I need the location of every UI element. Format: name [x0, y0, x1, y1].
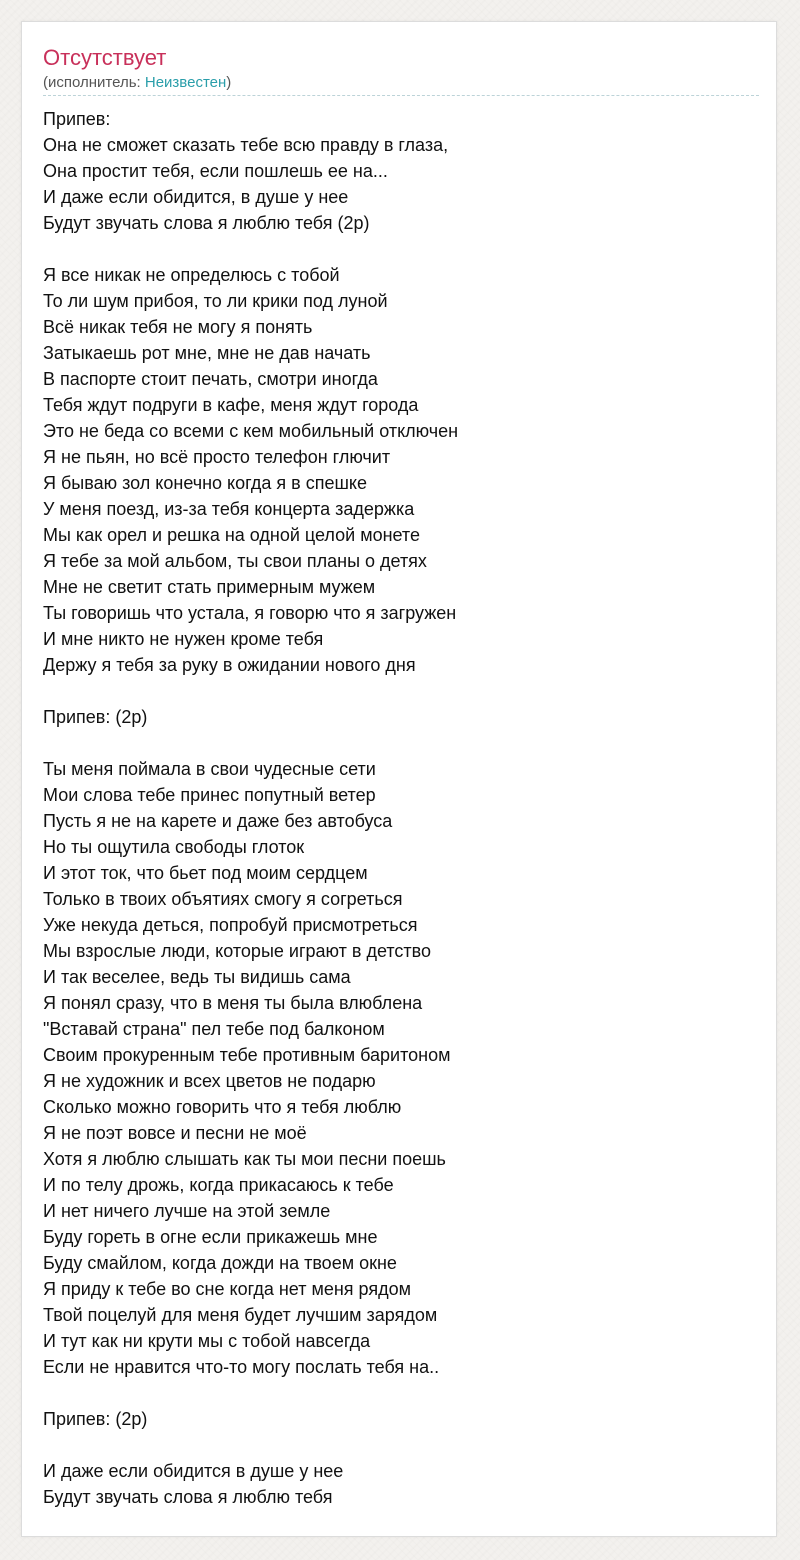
- lyric-line: Мы как орел и решка на одной целой монете: [43, 525, 420, 545]
- lyric-line: "Вставай страна" пел тебе под балконом: [43, 1019, 385, 1039]
- lyric-line: Буду гореть в огне если прикажешь мне: [43, 1227, 378, 1247]
- stanza-break: [43, 678, 759, 704]
- song-header: [43, 44, 759, 96]
- artist-prefix: (исполнитель:: [43, 74, 145, 91]
- stanza-break: [43, 1432, 759, 1458]
- lyric-line: И мне никто не нужен кроме тебя: [43, 629, 324, 649]
- lyric-line: Уже некуда деться, попробуй присмотреться: [43, 915, 418, 935]
- lyric-line: Припев: (2р): [43, 707, 148, 727]
- lyric-line: Буду смайлом, когда дожди на твоем окне: [43, 1253, 397, 1273]
- stanza-break: [43, 730, 759, 756]
- lyric-line: Пусть я не на карете и даже без автобуса: [43, 811, 393, 831]
- lyric-line: Сколько можно говорить что я тебя люблю: [43, 1097, 402, 1117]
- lyrics-body: [43, 106, 759, 1510]
- lyric-line: Будут звучать слова я люблю тебя (2р): [43, 213, 370, 233]
- lyric-line: И этот ток, что бьет под моим сердцем: [43, 863, 368, 883]
- lyric-line: Я приду к тебе во сне когда нет меня рядом: [43, 1279, 411, 1299]
- lyric-line: Ты говоришь что устала, я говорю что я загружен: [43, 603, 457, 623]
- lyric-line: Она простит тебя, если пошлешь ее на...: [43, 161, 388, 181]
- lyric-line: Твой поцелуй для меня будет лучшим зарядом: [43, 1305, 438, 1325]
- lyric-line: И тут как ни крути мы с тобой навсегда: [43, 1331, 371, 1351]
- lyric-line: Мне не светит стать примерным мужем: [43, 577, 376, 597]
- lyric-line: Припев: (2р): [43, 1409, 148, 1429]
- artist-line: [43, 73, 759, 96]
- lyric-line: Я бываю зол конечно когда я в спешке: [43, 473, 368, 493]
- song-title: Отсутствует: [43, 45, 167, 70]
- lyric-line: Своим прокуренным тебе противным баритоном: [43, 1045, 451, 1065]
- lyric-line: Ты меня поймала в свои чудесные сети: [43, 759, 376, 779]
- lyric-line: Всё никак тебя не могу я понять: [43, 317, 313, 337]
- artist-link[interactable]: Неизвестен: [144, 74, 227, 91]
- lyric-line: Она не сможет сказать тебе всю правду в глаза,: [43, 135, 449, 155]
- lyric-line: И так веселее, ведь ты видишь сама: [43, 967, 351, 987]
- lyric-line: Я не поэт вовсе и песни не моё: [43, 1123, 307, 1143]
- lyric-line: У меня поезд, из-за тебя концерта задержка: [43, 499, 415, 519]
- lyric-line: Мы взрослые люди, которые играют в детство: [43, 941, 432, 961]
- lyric-line: Припев:: [43, 109, 111, 129]
- lyric-line: Только в твоих объятиях смогу я согреться: [43, 889, 403, 909]
- lyric-line: Это не беда со всеми с кем мобильный отключен: [43, 421, 459, 441]
- lyric-line: Я понял сразу, что в меня ты была влюблена: [43, 993, 423, 1013]
- lyric-line: Я не пьян, но всё просто телефон глючит: [43, 447, 391, 467]
- lyric-line: Но ты ощутила свободы глоток: [43, 837, 305, 857]
- lyric-line: Хотя я люблю слышать как ты мои песни поешь: [43, 1149, 446, 1169]
- lyric-line: Будут звучать слова я люблю тебя: [43, 1487, 333, 1507]
- lyric-line: Я все никак не определюсь с тобой: [43, 265, 340, 285]
- artist-suffix: ): [226, 74, 232, 91]
- lyric-line: И по телу дрожь, когда прикасаюсь к тебе: [43, 1175, 394, 1195]
- lyric-line: Я не художник и всех цветов не подарю: [43, 1071, 376, 1091]
- lyrics-card: [21, 21, 777, 1537]
- lyric-line: Тебя ждут подруги в кафе, меня ждут города: [43, 395, 419, 415]
- lyric-line: То ли шум прибоя, то ли крики под луной: [43, 291, 388, 311]
- stanza-break: [43, 1380, 759, 1406]
- lyric-line: И даже если обидится в душе у нее: [43, 1461, 344, 1481]
- lyric-line: Если не нравится что-то могу послать тебя на..: [43, 1357, 440, 1377]
- stanza-break: [43, 236, 759, 262]
- lyric-line: И даже если обидится, в душе у нее: [43, 187, 349, 207]
- lyric-line: Затыкаешь рот мне, мне не дав начать: [43, 343, 371, 363]
- lyric-line: И нет ничего лучше на этой земле: [43, 1201, 331, 1221]
- lyric-line: Я тебе за мой альбом, ты свои планы о детях: [43, 551, 427, 571]
- lyric-line: В паспорте стоит печать, смотри иногда: [43, 369, 378, 389]
- lyric-line: Держу я тебя за руку в ожидании нового дня: [43, 655, 416, 675]
- lyric-line: Мои слова тебе принес попутный ветер: [43, 785, 376, 805]
